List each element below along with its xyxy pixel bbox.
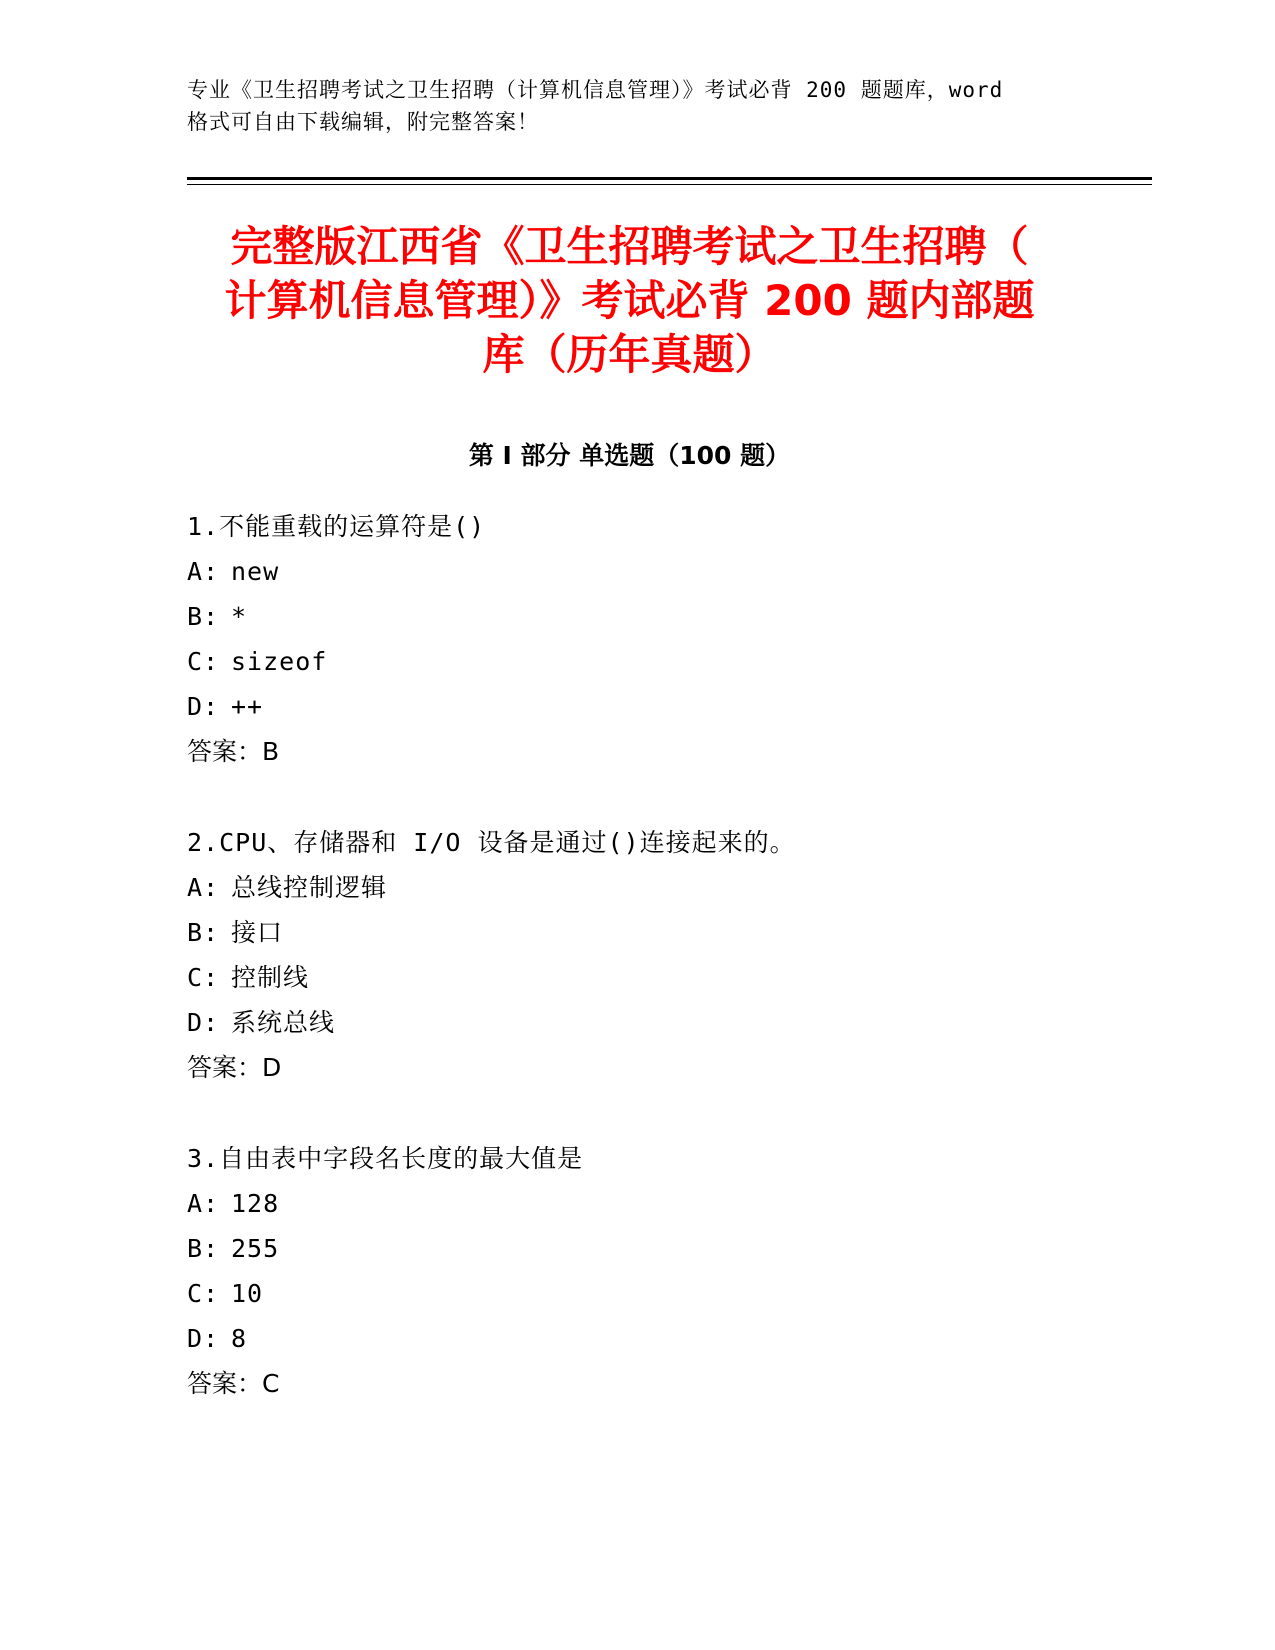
header-note xyxy=(187,74,1087,138)
answer: 答案：D xyxy=(187,1053,282,1082)
option-b xyxy=(187,594,1087,639)
option-a xyxy=(187,549,1087,594)
option-text: 接口 xyxy=(231,918,284,947)
option-text: * xyxy=(231,602,248,631)
option-text: 255 xyxy=(231,1234,280,1263)
option-b xyxy=(187,910,1087,955)
question-stem: 3.自由表中字段名长度的最大值是 xyxy=(187,1144,584,1173)
question-3 xyxy=(187,1136,1087,1406)
option-letter: B: xyxy=(187,918,220,947)
option-text: 系统总线 xyxy=(231,1008,336,1037)
option-d xyxy=(187,684,1087,729)
question-stem: 1.不能重载的运算符是() xyxy=(187,512,486,541)
document-title xyxy=(187,220,1072,382)
option-letter: A: xyxy=(187,1189,220,1218)
answer: 答案：B xyxy=(187,737,280,766)
option-text: 控制线 xyxy=(231,963,310,992)
header-note-line-2: 格式可自由下载编辑，附完整答案！ xyxy=(187,110,539,134)
section-title: 第 I 部分 单选题（100 题） xyxy=(468,441,791,470)
answer: 答案：C xyxy=(187,1369,280,1398)
option-a xyxy=(187,1181,1087,1226)
option-text: 128 xyxy=(231,1189,280,1218)
option-b xyxy=(187,1226,1087,1271)
option-text: 10 xyxy=(231,1279,264,1308)
header-divider-thick xyxy=(187,177,1152,180)
option-d xyxy=(187,1316,1087,1361)
option-letter: B: xyxy=(187,1234,220,1263)
option-letter: C: xyxy=(187,963,220,992)
option-letter: D: xyxy=(187,1008,220,1037)
option-letter: D: xyxy=(187,1324,220,1353)
option-letter: D: xyxy=(187,692,220,721)
option-text: 总线控制逻辑 xyxy=(231,873,388,902)
option-letter: C: xyxy=(187,1279,220,1308)
document-title-line-2: 计算机信息管理）》考试必背 200 题内部题 xyxy=(224,276,1035,325)
question-2 xyxy=(187,820,1087,1090)
option-c xyxy=(187,639,1087,684)
document-title-line-3: 库（历年真题） xyxy=(482,330,777,379)
header-note-line-1: 专业《卫生招聘考试之卫生招聘（计算机信息管理）》考试必背 200 题题库，word xyxy=(187,78,1004,102)
option-a xyxy=(187,865,1087,910)
option-c xyxy=(187,1271,1087,1316)
option-letter: C: xyxy=(187,647,220,676)
option-text: 8 xyxy=(231,1324,248,1353)
question-stem: 2.CPU、存储器和 I/O 设备是通过()连接起来的。 xyxy=(187,828,796,857)
option-text: sizeof xyxy=(231,647,328,676)
option-text: new xyxy=(231,557,280,586)
option-c xyxy=(187,955,1087,1000)
option-text: ++ xyxy=(231,692,264,721)
option-letter: A: xyxy=(187,873,220,902)
question-1 xyxy=(187,504,1087,774)
header-divider-thin xyxy=(187,184,1152,185)
option-d xyxy=(187,1000,1087,1045)
option-letter: A: xyxy=(187,557,220,586)
option-letter: B: xyxy=(187,602,220,631)
document-title-line-1: 完整版江西省《卫生招聘考试之卫生招聘（ xyxy=(230,222,1029,271)
